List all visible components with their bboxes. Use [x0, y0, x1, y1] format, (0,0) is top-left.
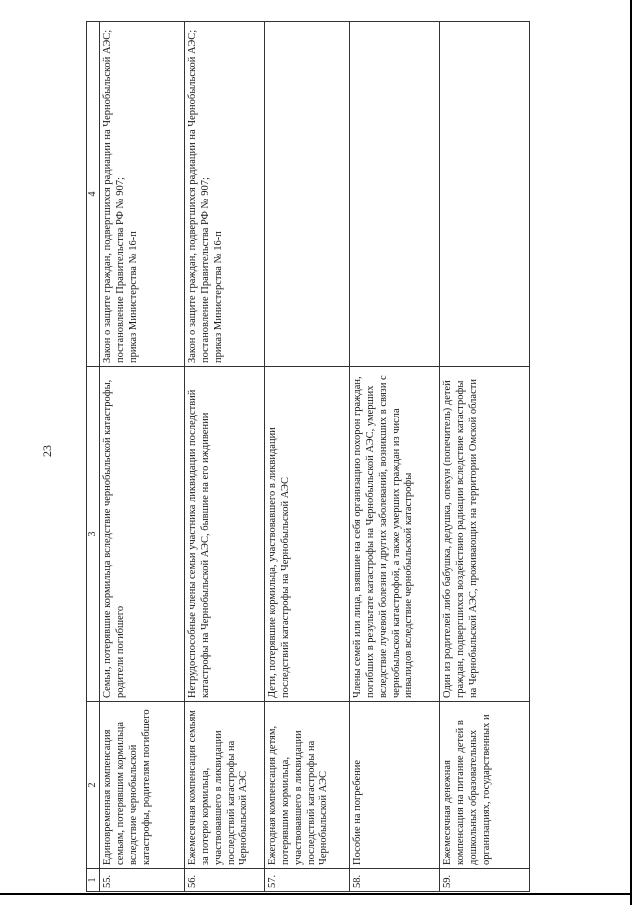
row-number: 55.: [100, 869, 185, 892]
header-col-2: 2: [87, 702, 100, 869]
legal-basis: Закон о защите граждан, подвергшихся радиации на Чернобыльской АЭС; постановление Правительства РФ № 907; приказ Министерства № 16-п: [100, 22, 185, 367]
legal-basis: [265, 22, 350, 367]
legal-basis: [350, 22, 440, 367]
row-number: 57.: [265, 869, 350, 892]
page-frame-bottom: [0, 893, 632, 895]
table-row: [350, 22, 440, 892]
benefits-table: [86, 21, 530, 892]
rotated-table-container: [86, 29, 621, 892]
recipients: Члены семей или лица, взявшие на себя организацию похорон граждан, погибших в результате катастрофы на Чернобыльской АЭС, умерших вследствие лучевой болезни и других заболеваний, возникших в связи с чернобыльской катастрофой, а также умерших граждан из числа инвалидов вследствие чернобыльской катастрофы: [350, 367, 440, 702]
benefit-name: Единовременная компенсация семьям, потерявшим кормильца вследствие чернобыльской катастрофы, родителям погибшего: [100, 702, 185, 869]
benefit-name: Ежемесячная денежная компенсация на питание детей в дошкольных образовательных организациях, государственных и: [440, 702, 530, 869]
benefit-name: Ежегодная компенсация детям, потерявшим кормильца, участвовавшего в ликвидации последствий катастрофы на Чернобыльской АЭС: [265, 702, 350, 869]
benefit-name: Пособие на погребение: [350, 702, 440, 869]
legal-basis: Закон о защите граждан, подвергшихся радиации на Чернобыльской АЭС; постановление Правительства РФ № 907; приказ Министерства № 16-п: [185, 22, 265, 367]
header-col-1: 1: [87, 869, 100, 892]
recipients: Нетрудоспособные члены семьи участника ликвидации последствий катастрофы на Чернобыльской АЭС, бывшие на его иждивении: [185, 367, 265, 702]
recipients: Семьи, потерявшие кормильца вследствие чернобыльской катастрофы, родители погибшего: [100, 367, 185, 702]
recipients: Один из родителей либо бабушка, дедушка, опекун (попечитель) детей граждан, подвергшихся воздействию радиации вследствие катастрофы на Чернобыльской АЭС, проживающих на территории Омской области: [440, 367, 530, 702]
table-row: [185, 22, 265, 892]
header-col-3: 3: [87, 367, 100, 702]
row-number: 58.: [350, 869, 440, 892]
table-row: [440, 22, 530, 892]
page-frame-right: [630, 0, 632, 905]
table-row: [100, 22, 185, 892]
recipients: Дети, потерявшие кормильца, участвовавшего в ликвидации последствий катастрофы на Чернобыльской АЭС: [265, 367, 350, 702]
benefit-name: Ежемесячная компенсация семьям за потерю кормильца, участвовавшего в ликвидации последствий катастрофы на Чернобыльской АЭС: [185, 702, 265, 869]
page-number: 23: [40, 445, 54, 457]
legal-basis: [440, 22, 530, 367]
row-number: 59.: [440, 869, 530, 892]
row-number: 56.: [185, 869, 265, 892]
header-col-4: 4: [87, 22, 100, 367]
table-row: [265, 22, 350, 892]
table-header-row: [87, 22, 100, 892]
